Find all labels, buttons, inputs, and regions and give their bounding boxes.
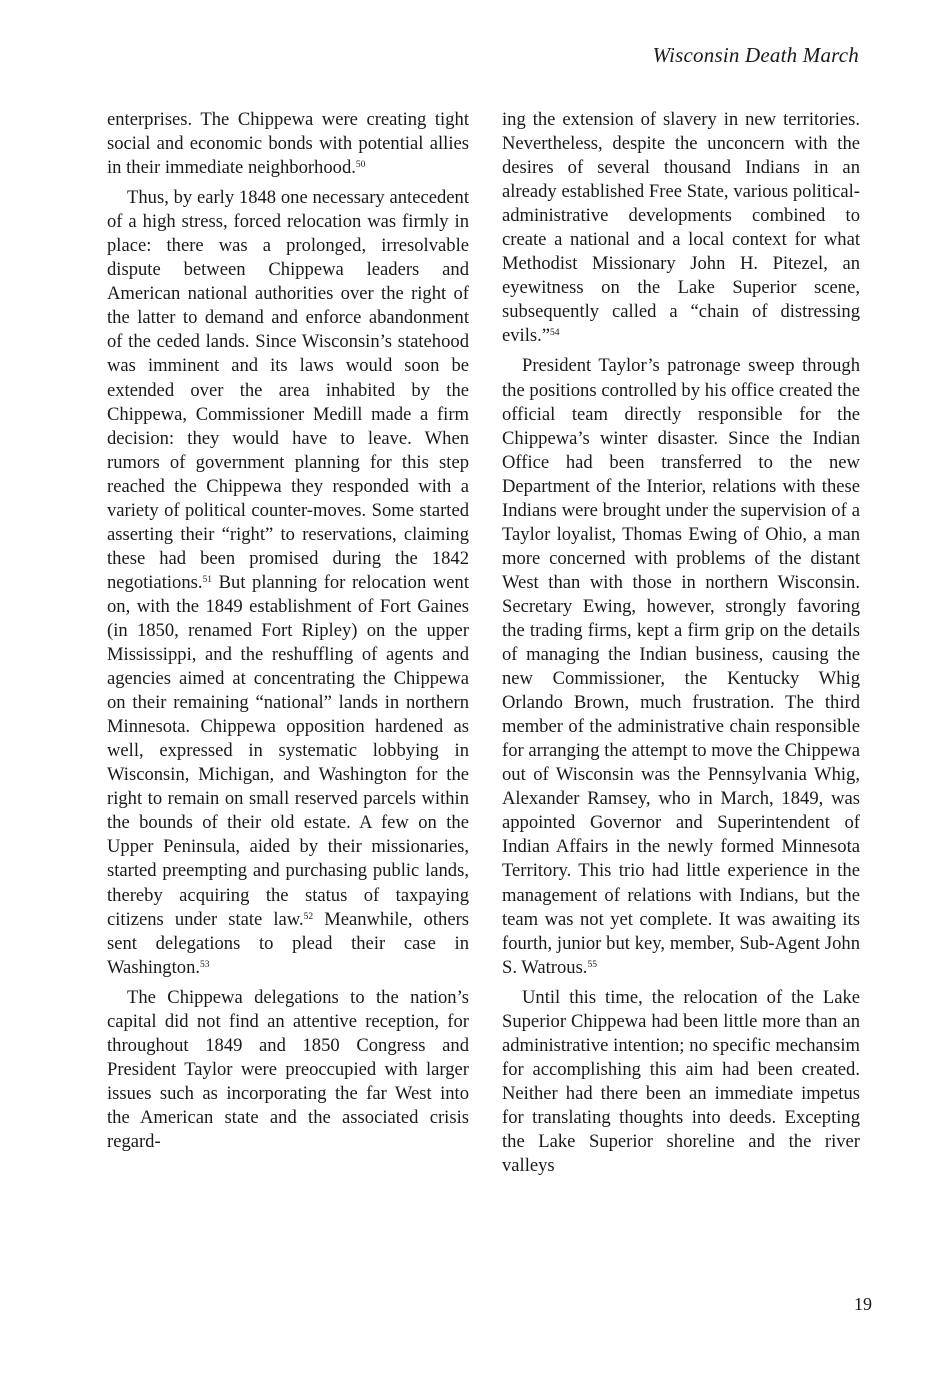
paragraph (502, 986, 860, 1178)
footnote-ref: 54 (550, 328, 560, 339)
paragraph-text: enterprises. The Chippewa were creating tight social and economic bonds with potential allies in their immediate neighborhood. (107, 109, 469, 179)
left-column (107, 108, 469, 1154)
footnote-ref: 51 (202, 574, 213, 585)
footnote-ref: 52 (303, 911, 314, 922)
page-number: 19 (854, 1294, 872, 1314)
footnote-ref: 50 (355, 160, 366, 171)
paragraph-text: ing the extension of slavery in new territories. Nevertheless, despite the unconcern with the desires of several thousand Indians in an already established Free State, various political-administrative developments combined to create a national and a local context for what Methodist Missionary John H. Pitezel, an eyewitness on the Lake Superior scene, subsequently called a “chain of distressing evils.” (502, 109, 860, 347)
footnote-ref: 55 (587, 959, 597, 970)
right-column (502, 108, 860, 1178)
paragraph-text: The Chippewa delegations to the nation’s capital did not find an attentive reception, for throughout 1849 and 1850 Congress and President Taylor were preoccupied with larger issues such as incorporating the far West into the American state and the associated crisis regard- (107, 986, 469, 1152)
paragraph-text: But planning for relocation went on, with the 1849 establishment of Fort Gaines (in 1850, renamed Fort Ripley) on the upper Mississippi, and the reshuffling of agents and agencies aimed at concentrating the Chippewa on their remaining “national” lands in northern Minnesota. Chippewa opposition hardened as well, expressed in systematic lobbying in Wisconsin, Michigan, and Washington for the right to remain on small reserved parcels within the bounds of their old estate. A few on the Upper Peninsula, aided by their missionaries, started preempting and purchasing public lands, thereby acquiring the status of taxpaying citizens under state law. (107, 571, 469, 930)
paragraph (107, 986, 469, 1154)
paragraph (502, 354, 860, 979)
running-head: Wisconsin Death March (652, 43, 859, 67)
paragraph-text: Thus, by early 1848 one necessary antecedent of a high stress, forced relocation was firmly in place: there was a prolonged, irresolvable dispute between Chippewa leaders and American national authorities over the right of the latter to demand and enforce abandonment of the ceded lands. Since Wisconsin’s statehood was imminent and its laws would soon be extended over the area inhabited by the Chippewa, Commissioner Medill made a firm decision: they would have to leave. When rumors of government planning for this step reached the Chippewa they responded with a variety of political counter-moves. Some started asserting their “right” to reservations, claiming these had been promised during the 1842 negotiations. (107, 187, 469, 593)
paragraph (502, 108, 860, 348)
paragraph-text: President Taylor’s patronage sweep through the positions controlled by his office created the official team directly responsible for the Chippewa’s winter disaster. Since the Indian Office had been transferred to the new Department of the Interior, relations with these Indians were brought under the supervision of a Taylor loyalist, Thomas Ewing of Ohio, a man more concerned with problems of the distant West than with those in northern Wisconsin. Secretary Ewing, however, strongly favoring the trading firms, kept a firm grip on the details of managing the Indian business, causing the new Commissioner, the Kentucky Whig Orlando Brown, much frustration. The third member of the administrative chain responsible for arranging the attempt to move the Chippewa out of Wisconsin was the Pennsylvania Whig, Alexander Ramsey, who in March, 1849, was appointed Governor and Superintendent of Indian Affairs in the newly formed Minnesota Territory. This trio had little experience in the management of relations with Indians, but the team was not yet complete. It was awaiting its fourth, junior but key, member, Sub-Agent John S. Watrous. (502, 355, 860, 978)
footnote-ref: 53 (200, 959, 210, 970)
paragraph-text: Meanwhile, others sent delegations to plead their case in Washington. (107, 908, 469, 978)
paragraph-text: Until this time, the relocation of the Lake Superior Chippewa had been little more than an administrative intention; no specific mechansim for accomplishing this aim had been created. Neither had there been an immediate impetus for translating thoughts into deeds. Excepting the Lake Superior shoreline and the river valleys (502, 986, 860, 1177)
paragraph (107, 108, 469, 180)
paragraph (107, 186, 469, 980)
